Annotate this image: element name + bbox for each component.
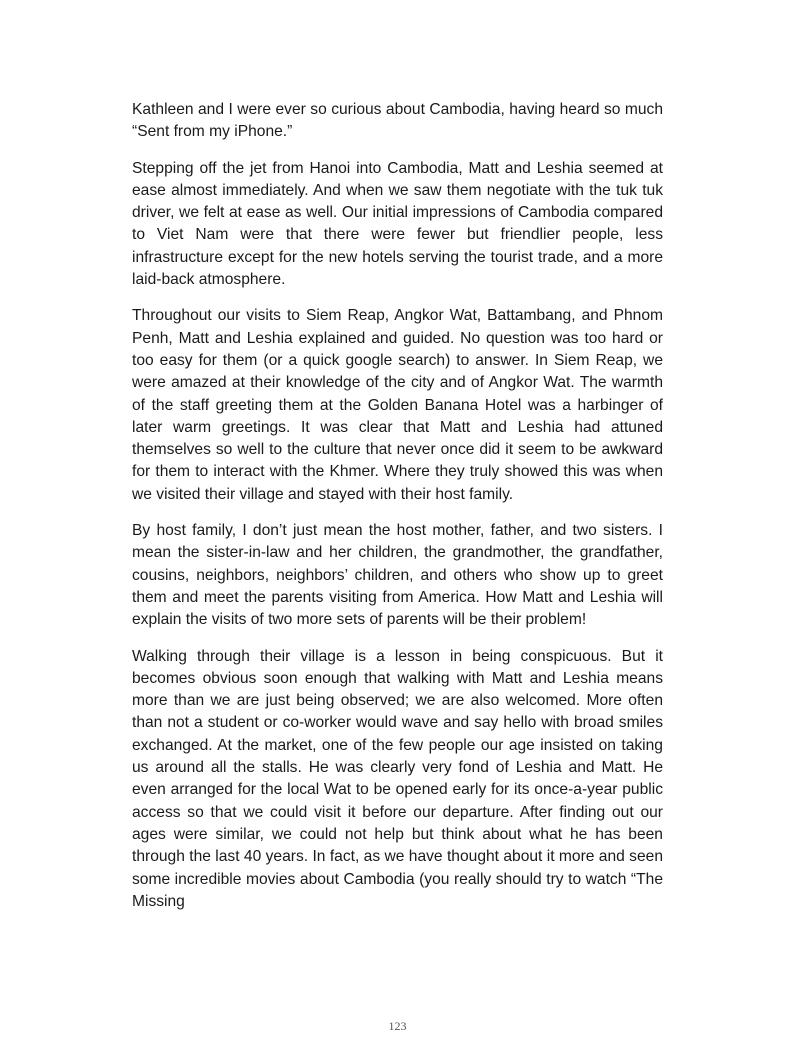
paragraph-host-family: By host family, I don’t just mean the host mother, father, and two sisters. I mean the sister-in-law and her children, the grandmother, the grandfather, cousins, neighbors, neighbors’ children, and others who show up to greet them and meet the parents visiting from America. How Matt and Leshia will explain the visits of two more sets of parents will be their problem!	[132, 522, 663, 629]
paragraph-village: Walking through their village is a lesson in being conspicuous. But it becomes obvious soon enough that walking with Matt and Leshia means more than we are just being observed; we are also welcomed. More often than not a student or co-worker would wave and say hello with broad smiles exchanged. At the market, one of the few people our age insisted on taking us around all the stalls. He was clearly very fond of Leshia and Matt. He even arranged for the local Wat to be opened early for its once-a-year public access so that we could visit it before our departure. After finding out our ages were similar, we could not help but think about what he has been through the last 40 years. In fact, as we have thought about it more and seen some incredible movies about Cambodia (you really should try to watch “The Missing	[132, 647, 663, 910]
paragraph-intro: Kathleen and I were ever so curious about Cambodia, having heard so much “Sent from my iPhone.”	[132, 101, 663, 141]
body-text	[132, 99, 663, 927]
paragraph-visits: Throughout our visits to Siem Reap, Angkor Wat, Battambang, and Phnom Penh, Matt and Leshia explained and guided. No question was too hard or too easy for them (or a quick google search) to answer. In Siem Reap, we were amazed at their knowledge of the city and of Angkor Wat. The warmth of the staff greeting them at the Golden Banana Hotel was a harbinger of later warm greetings. It was clear that Matt and Leshia had attuned themselves so well to the culture that never once did it seem to be awkward for them to interact with the Khmer. Where they truly showed this was when we visited their village and stayed with their host family.	[132, 307, 663, 503]
page-number: 123	[388, 1019, 407, 1033]
paragraph-arrival: Stepping off the jet from Hanoi into Cambodia, Matt and Leshia seemed at ease almost immediately. And when we saw them negotiate with the tuk tuk driver, we felt at ease as well. Our initial impressions of Cambodia compared to Viet Nam were that there were fewer but friendlier people, less infrastructure except for the new hotels serving the tourist trade, and a more laid-back atmosphere.	[132, 159, 663, 289]
